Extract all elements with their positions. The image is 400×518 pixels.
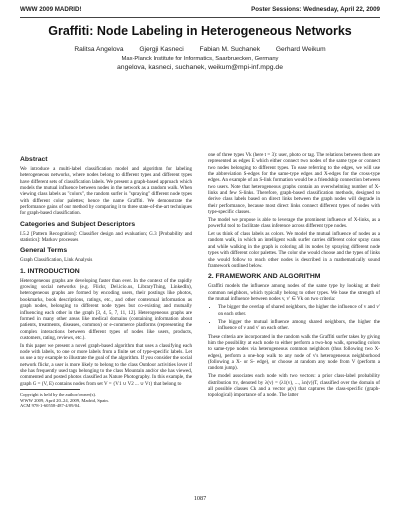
abstract-heading: Abstract <box>20 156 48 163</box>
body-paragraph: Let us think of class labels as colors. We model the mutual influence of nodes as a random walk, in which an intelligent walk surfer carries different color spray cans and while walking in the graph is coloring all its nodes by spraying different node types with different color palettes. The color she would choose and the types of links she would follow to reach other nodes is described in a mathematically sound framework outlined below. <box>208 231 380 269</box>
list-item: • The bigger the mutual influence among shared neighbors, the higher the influence of v and v′ on each other. <box>218 319 380 332</box>
page-number: 1087 <box>193 495 207 502</box>
categories-heading: Categories and Subject Descriptors <box>20 220 136 228</box>
categories-text: I.5.2 [Pattern Recognition]: Classifier design and evaluation; G.3 [Probability and statistics]: Markov processes <box>20 230 192 244</box>
criteria-list <box>208 304 380 331</box>
author-name: Ralitsa Angelova <box>74 46 124 53</box>
terms-heading: General Terms <box>20 247 68 255</box>
body-paragraph: one of three types Vk (here t = 3): user, photo or tag. The relations between them are represented as edges E which either connect two nodes of the same type or connect two nodes belonging to different types. To ease referring to the edges, we will use the abbreviation S-edges for the same-type edges and X-edges for the cross-type edges. An example of an S-link formation would be a friendship connection between two users. Note that heterogeneous graphs contain an overwhelming number of X-links and few S-links. Therefore, graph-based classification methods, designed to derive class labels based on direct links between the graph nodes will degrade in their performance, because most direct links connect different types of nodes with type-specific classes. <box>208 152 380 216</box>
author-name: Gerhard Weikum <box>275 46 326 53</box>
intro-paragraph: In this paper we present a novel graph-based algorithm that uses a classifying each node with labels, to one or more labels from a finite set of type-specific labels. Let us use a toy example to illustrate the goal of the algorithm. If you consider the social network flickr, a user is more likely to belong to the class Outdoor activities lover if she has frequently used tags belonging to the class Mountain and/or she has viewed, commented and posted photos classified as Nature Photography. In this example, the graph G = (V, E) contains nodes from set V = {V1 ∪ V2 ... ∪ Vt} that belong to <box>20 342 192 387</box>
author-list <box>0 46 400 53</box>
copyright-rule <box>20 389 80 390</box>
copyright-notice <box>20 392 192 409</box>
author-name: Fabian M. Suchanek <box>199 46 261 53</box>
abstract-text: We introduce a multi-label classification model and algorithm for labeling heterogeneous networks, where nodes belong to different types and different types have different sets of classification labels. We present a graph-based approach which models the mutual influence between nodes in the network as a random walk. When viewing class labels as "colors", the random surfer is "spraying" different node types with different color palettes; hence the name Graffiti. We demonstrate the performance gains of our method by comparing it to three state-of-the-art techniques for graph-based classification. <box>20 166 192 217</box>
terms-text: Graph Classification, Link Analysis <box>20 257 93 264</box>
header-rule <box>20 17 380 18</box>
header-conference: WWW 2009 MADRID! <box>20 6 82 13</box>
body-paragraph: The model we propose is able to leverage the prominent influence of X-links, as a powerful tool to facilitate class inference across different type nodes. <box>208 216 380 230</box>
right-column <box>208 152 380 488</box>
intro-paragraph: Heterogeneous graphs are developing faster than ever. In the context of the rapidly growing social networks (e.g. Flickr, Del.icio.us, LibraryThing, LinkedIn), heterogeneous graphs are formed by encoding users, their postings like photos, bookmarks, book descriptions, ratings, etc., and other contextual information as graph nodes, belonging to different node types but co-existing and mutually influencing each other in the graph [3, 4, 5, 7, 11, 12]. Heterogeneous graphs are formed in many other areas like medical domains (containing information about patients, treatments, diseases, common) or e-commerce platforms (representing the complex interactions between different types of nodes like users, products, customers, rating, reviews, etc.). <box>20 277 192 341</box>
intro-heading: 1. INTRODUCTION <box>20 267 80 275</box>
header-session: Poster Sessions: Wednesday, April 22, 2009 <box>251 6 380 13</box>
framework-heading: 2. FRAMEWORK AND ALGORITHM <box>208 273 321 281</box>
affiliation: Max-Planck Institute for Informatics, Saarbruecken, Germany <box>121 56 279 62</box>
author-name: Gjergji Kasneci <box>139 46 184 53</box>
copyright-line: WWW 2009, April 20–24, 2009, Madrid, Spain. <box>20 397 109 403</box>
copyright-line: Copyright is held by the author/owner(s). <box>20 392 97 397</box>
body-paragraph: The model associates each node with two vectors: a prior class-label probability distribution πv, denoted by λ(v) = (λ1(v), ..., λn(v))T, classified over the domain of all possible classes Ck and a vector μ(v) that captures the class-specific (graph-topological) importance of a node. The latter <box>208 373 380 399</box>
copyright-line: ACM 978-1-60558-487-4/09/04. <box>20 403 81 409</box>
body-paragraph: Graffiti models the influence among nodes of the same type by looking at their common neighbors, which typically belong to other types. We base the strength of the mutual influence between nodes v, v′ ∈ Vk on two criteria: <box>208 283 380 302</box>
body-paragraph: These criteria are incorporated in the random walk the Graffiti surfer takes by giving him the possibility at each node to either perform a two-hop walk, spreading colors to same-type nodes via heterogeneous common neighbors (thus following two X-edges), perform a one-hop walk to any node of v's heterogeneous neighborhood (following a X- or S- edge), or choose at random any node from V (perform a random jump). <box>208 333 380 372</box>
author-emails: angelova, kasneci, suchanek, weikum@mpi-inf.mpg.de <box>117 64 283 71</box>
left-column <box>20 152 192 388</box>
list-item: • The bigger the overlap of shared neighbors, the higher the influence of v and v′ on each other. <box>218 304 380 317</box>
paper-title: Graffiti: Node Labeling in Heterogeneous Networks <box>48 24 352 38</box>
